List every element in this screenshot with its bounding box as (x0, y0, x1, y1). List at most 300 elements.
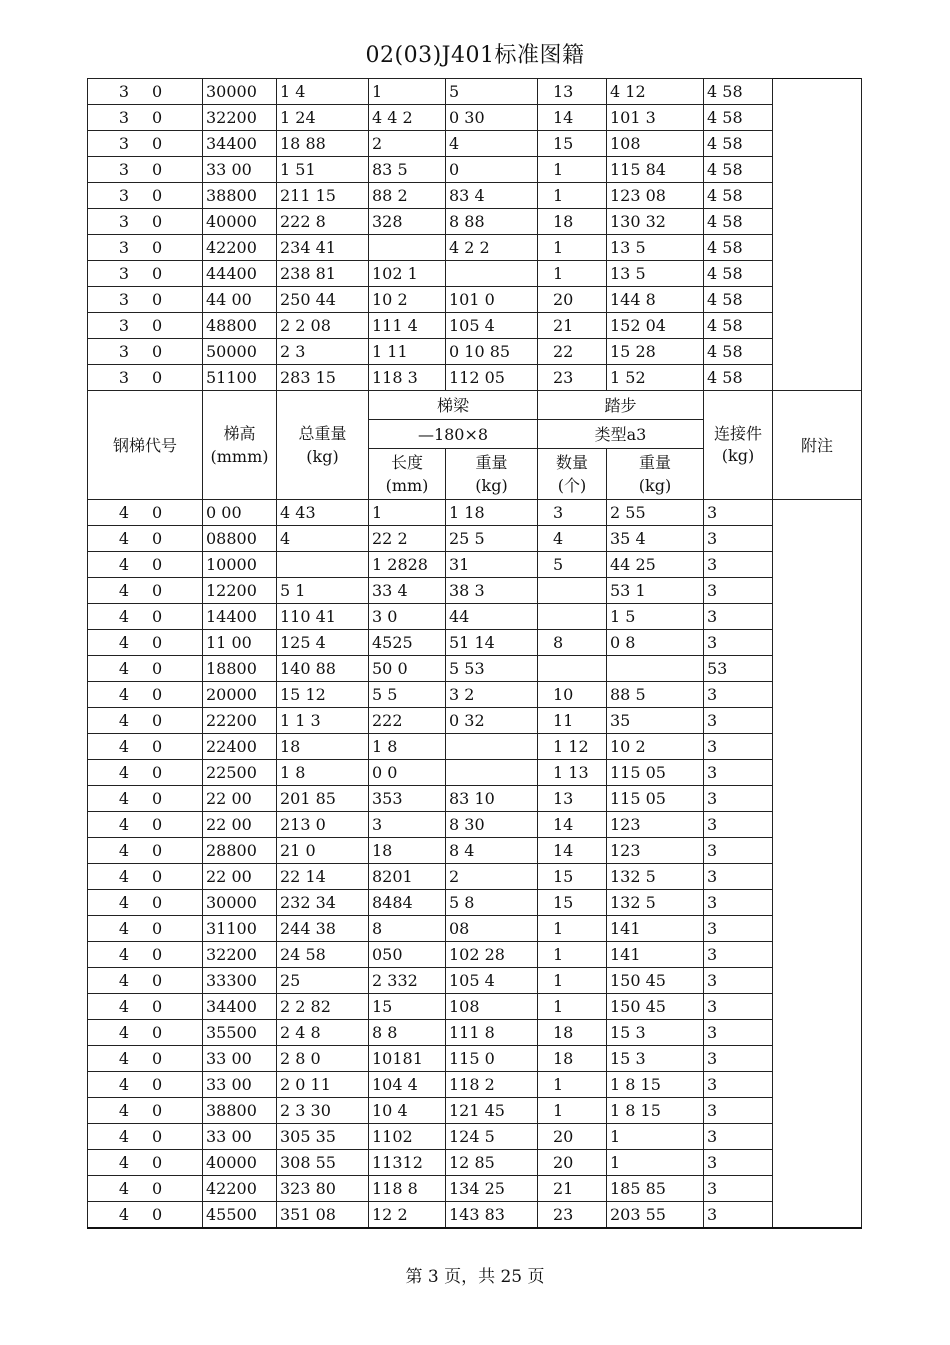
cell-step-count: 3 (538, 500, 607, 526)
cell-height: 38800 (203, 183, 277, 209)
header-step-type: 类型a3 (538, 420, 704, 449)
cell-note (773, 287, 862, 313)
cell-height: 33 00 (203, 157, 277, 183)
cell-height: 34400 (203, 994, 277, 1020)
cell-beam-length: 50 0 (369, 656, 446, 682)
cell-connector: 53 (704, 656, 773, 682)
table-row (88, 760, 862, 786)
cell-connector: 3 (704, 1072, 773, 1098)
cell-height: 34400 (203, 131, 277, 157)
cell-step-count: 4 (538, 526, 607, 552)
header-note: 附注 (773, 391, 862, 500)
table-row (88, 890, 862, 916)
table-section-bottom (88, 500, 862, 1229)
cell-height: 30000 (203, 890, 277, 916)
table-row (88, 708, 862, 734)
cell-beam-weight: 4 (446, 131, 538, 157)
cell-connector: 3 (704, 994, 773, 1020)
cell-height: 33300 (203, 968, 277, 994)
cell-step-count: 21 (538, 313, 607, 339)
cell-connector: 4 58 (704, 79, 773, 105)
cell-note (773, 552, 862, 578)
header-beam-length: 长度 (mm) (369, 449, 446, 500)
cell-note (773, 339, 862, 365)
cell-note (773, 365, 862, 391)
table-row (88, 183, 862, 209)
cell-code: 4 0 (88, 552, 203, 578)
cell-step-count: 15 (538, 131, 607, 157)
cell-code: 4 0 (88, 1072, 203, 1098)
cell-note (773, 942, 862, 968)
cell-beam-weight: 101 0 (446, 287, 538, 313)
header-step-count: 数量 (个) (538, 449, 607, 500)
cell-beam-weight: 134 25 (446, 1176, 538, 1202)
cell-beam-weight: 25 5 (446, 526, 538, 552)
cell-beam-length: 8 8 (369, 1020, 446, 1046)
cell-total-weight: 1 1 3 (277, 708, 369, 734)
cell-total-weight: 222 8 (277, 209, 369, 235)
table-row (88, 578, 862, 604)
table-row (88, 365, 862, 391)
cell-height: 42200 (203, 1176, 277, 1202)
table-row (88, 552, 862, 578)
cell-code: 4 0 (88, 500, 203, 526)
cell-step-weight: 1 52 (607, 365, 704, 391)
cell-connector: 4 58 (704, 235, 773, 261)
cell-total-weight: 250 44 (277, 287, 369, 313)
cell-total-weight: 2 2 08 (277, 313, 369, 339)
cell-total-weight: 21 0 (277, 838, 369, 864)
table-row (88, 261, 862, 287)
cell-step-weight: 2 55 (607, 500, 704, 526)
cell-height: 18800 (203, 656, 277, 682)
table-row (88, 1202, 862, 1229)
cell-total-weight: 140 88 (277, 656, 369, 682)
cell-step-count: 1 (538, 942, 607, 968)
cell-note (773, 1176, 862, 1202)
header-beam-spec: —180×8 (369, 420, 538, 449)
cell-note (773, 313, 862, 339)
cell-beam-weight: 121 45 (446, 1098, 538, 1124)
document-title: 02(03)J401标准图籍 (365, 43, 585, 68)
cell-connector: 4 58 (704, 209, 773, 235)
cell-connector: 3 (704, 968, 773, 994)
cell-note (773, 209, 862, 235)
cell-total-weight: 4 43 (277, 500, 369, 526)
cell-step-count: 15 (538, 890, 607, 916)
cell-total-weight: 22 14 (277, 864, 369, 890)
cell-beam-length: 12 2 (369, 1202, 446, 1229)
cell-connector: 3 (704, 812, 773, 838)
cell-note (773, 786, 862, 812)
table-row (88, 994, 862, 1020)
cell-note (773, 838, 862, 864)
cell-note (773, 864, 862, 890)
cell-total-weight: 244 38 (277, 916, 369, 942)
cell-step-weight: 10 2 (607, 734, 704, 760)
cell-step-weight: 115 05 (607, 760, 704, 786)
cell-connector: 4 58 (704, 131, 773, 157)
cell-height: 14400 (203, 604, 277, 630)
cell-beam-length: 88 2 (369, 183, 446, 209)
cell-connector: 4 58 (704, 365, 773, 391)
cell-step-weight: 144 8 (607, 287, 704, 313)
cell-beam-length: 118 8 (369, 1176, 446, 1202)
cell-code: 4 0 (88, 968, 203, 994)
table-header (88, 391, 862, 500)
cell-total-weight: 2 3 (277, 339, 369, 365)
table-row (88, 157, 862, 183)
cell-height: 33 00 (203, 1046, 277, 1072)
cell-step-count: 1 (538, 235, 607, 261)
cell-beam-length: 10 4 (369, 1098, 446, 1124)
cell-total-weight: 110 41 (277, 604, 369, 630)
cell-total-weight: 234 41 (277, 235, 369, 261)
cell-step-weight: 1 8 15 (607, 1098, 704, 1124)
cell-total-weight: 1 24 (277, 105, 369, 131)
cell-beam-weight: 5 (446, 79, 538, 105)
cell-beam-weight: 51 14 (446, 630, 538, 656)
cell-note (773, 526, 862, 552)
cell-beam-weight: 108 (446, 994, 538, 1020)
cell-beam-length: 353 (369, 786, 446, 812)
cell-beam-length: 2 (369, 131, 446, 157)
cell-beam-weight: 124 5 (446, 1124, 538, 1150)
cell-note (773, 235, 862, 261)
cell-step-weight: 115 05 (607, 786, 704, 812)
cell-connector: 4 58 (704, 261, 773, 287)
cell-note (773, 261, 862, 287)
table-row (88, 1098, 862, 1124)
cell-note (773, 1046, 862, 1072)
cell-code: 4 0 (88, 1098, 203, 1124)
cell-step-count (538, 656, 607, 682)
cell-code: 4 0 (88, 656, 203, 682)
cell-height: 22 00 (203, 786, 277, 812)
cell-step-weight: 203 55 (607, 1202, 704, 1229)
cell-code: 4 0 (88, 838, 203, 864)
cell-beam-length: 4525 (369, 630, 446, 656)
cell-step-count: 8 (538, 630, 607, 656)
cell-total-weight: 2 0 11 (277, 1072, 369, 1098)
cell-height: 22500 (203, 760, 277, 786)
cell-beam-length: 22 2 (369, 526, 446, 552)
ladder-spec-table (87, 78, 862, 1229)
cell-step-count: 20 (538, 1150, 607, 1176)
cell-beam-weight: 143 83 (446, 1202, 538, 1229)
cell-step-count: 23 (538, 1202, 607, 1229)
cell-beam-weight: 105 4 (446, 968, 538, 994)
cell-connector: 3 (704, 1176, 773, 1202)
cell-code: 4 0 (88, 942, 203, 968)
cell-beam-weight: 8 4 (446, 838, 538, 864)
cell-beam-length: 118 3 (369, 365, 446, 391)
cell-height: 31100 (203, 916, 277, 942)
cell-total-weight: 5 1 (277, 578, 369, 604)
cell-connector: 3 (704, 1150, 773, 1176)
header-connector: 连接件 (kg) (704, 391, 773, 500)
cell-code: 4 0 (88, 890, 203, 916)
cell-total-weight: 18 (277, 734, 369, 760)
cell-height: 32200 (203, 942, 277, 968)
cell-code: 4 0 (88, 578, 203, 604)
cell-step-count: 1 (538, 1098, 607, 1124)
cell-beam-weight: 111 8 (446, 1020, 538, 1046)
cell-step-weight: 15 3 (607, 1046, 704, 1072)
cell-beam-length: 1 (369, 79, 446, 105)
cell-beam-weight: 115 0 (446, 1046, 538, 1072)
cell-code: 4 0 (88, 734, 203, 760)
cell-total-weight: 15 12 (277, 682, 369, 708)
cell-step-weight: 150 45 (607, 968, 704, 994)
cell-step-weight: 115 84 (607, 157, 704, 183)
cell-connector: 3 (704, 1046, 773, 1072)
cell-note (773, 1072, 862, 1098)
cell-connector: 4 58 (704, 339, 773, 365)
cell-height: 50000 (203, 339, 277, 365)
cell-note (773, 157, 862, 183)
cell-total-weight: 323 80 (277, 1176, 369, 1202)
header-height: 梯高 (mmm) (203, 391, 277, 500)
cell-beam-weight: 8 30 (446, 812, 538, 838)
cell-total-weight: 2 4 8 (277, 1020, 369, 1046)
cell-code: 3 0 (88, 261, 203, 287)
cell-connector: 3 (704, 838, 773, 864)
cell-step-weight: 152 04 (607, 313, 704, 339)
cell-beam-weight: 5 8 (446, 890, 538, 916)
cell-beam-weight: 3 2 (446, 682, 538, 708)
cell-note (773, 916, 862, 942)
cell-beam-weight (446, 760, 538, 786)
cell-beam-length: 4 4 2 (369, 105, 446, 131)
table-row (88, 630, 862, 656)
table-row (88, 734, 862, 760)
cell-code: 3 0 (88, 157, 203, 183)
cell-step-count: 1 (538, 1072, 607, 1098)
cell-beam-length: 10 2 (369, 287, 446, 313)
cell-connector: 3 (704, 734, 773, 760)
cell-connector: 3 (704, 1098, 773, 1124)
cell-code: 3 0 (88, 313, 203, 339)
cell-beam-length: 18 (369, 838, 446, 864)
cell-beam-weight: 38 3 (446, 578, 538, 604)
cell-step-count: 1 (538, 994, 607, 1020)
cell-step-count: 14 (538, 838, 607, 864)
cell-step-count: 10 (538, 682, 607, 708)
cell-total-weight (277, 552, 369, 578)
cell-beam-length: 1 11 (369, 339, 446, 365)
cell-beam-weight: 105 4 (446, 313, 538, 339)
cell-beam-weight: 112 05 (446, 365, 538, 391)
table-row (88, 105, 862, 131)
cell-step-weight: 1 (607, 1150, 704, 1176)
cell-beam-weight: 08 (446, 916, 538, 942)
cell-step-count: 18 (538, 1020, 607, 1046)
table-row (88, 1124, 862, 1150)
table-row (88, 339, 862, 365)
cell-step-count: 18 (538, 1046, 607, 1072)
table-row (88, 79, 862, 105)
cell-beam-length: 0 0 (369, 760, 446, 786)
cell-step-count: 1 (538, 916, 607, 942)
cell-connector: 3 (704, 630, 773, 656)
cell-note (773, 1202, 862, 1229)
cell-height: 12200 (203, 578, 277, 604)
cell-beam-length: 8 (369, 916, 446, 942)
cell-code: 3 0 (88, 287, 203, 313)
cell-step-weight: 132 5 (607, 890, 704, 916)
cell-height: 32200 (203, 105, 277, 131)
cell-step-weight: 123 (607, 812, 704, 838)
cell-height: 48800 (203, 313, 277, 339)
table-row (88, 682, 862, 708)
cell-height: 33 00 (203, 1072, 277, 1098)
cell-step-weight: 141 (607, 916, 704, 942)
cell-step-weight: 141 (607, 942, 704, 968)
cell-note (773, 578, 862, 604)
cell-step-count: 22 (538, 339, 607, 365)
table-row (88, 812, 862, 838)
cell-height: 0 00 (203, 500, 277, 526)
cell-step-count: 13 (538, 786, 607, 812)
cell-beam-weight: 8 88 (446, 209, 538, 235)
cell-step-count: 14 (538, 812, 607, 838)
table-row (88, 838, 862, 864)
table-row (88, 209, 862, 235)
cell-connector: 4 58 (704, 313, 773, 339)
cell-step-weight: 1 (607, 1124, 704, 1150)
cell-height: 22 00 (203, 864, 277, 890)
cell-height: 08800 (203, 526, 277, 552)
cell-note (773, 79, 862, 105)
cell-connector: 4 58 (704, 105, 773, 131)
cell-connector: 3 (704, 916, 773, 942)
cell-code: 3 0 (88, 365, 203, 391)
cell-height: 11 00 (203, 630, 277, 656)
cell-beam-length: 222 (369, 708, 446, 734)
cell-code: 4 0 (88, 1020, 203, 1046)
cell-code: 4 0 (88, 526, 203, 552)
cell-code: 3 0 (88, 183, 203, 209)
cell-total-weight: 238 81 (277, 261, 369, 287)
cell-connector: 3 (704, 682, 773, 708)
cell-beam-weight: 44 (446, 604, 538, 630)
cell-beam-length: 1 2828 (369, 552, 446, 578)
cell-connector: 3 (704, 708, 773, 734)
cell-code: 4 0 (88, 760, 203, 786)
header-step: 踏步 (538, 391, 704, 420)
cell-beam-length: 3 (369, 812, 446, 838)
cell-total-weight: 305 35 (277, 1124, 369, 1150)
cell-beam-weight: 4 2 2 (446, 235, 538, 261)
cell-total-weight: 125 4 (277, 630, 369, 656)
cell-code: 4 0 (88, 1176, 203, 1202)
cell-step-count: 20 (538, 287, 607, 313)
table-row (88, 235, 862, 261)
cell-beam-length: 11312 (369, 1150, 446, 1176)
cell-note (773, 812, 862, 838)
cell-beam-length: 1 8 (369, 734, 446, 760)
cell-code: 4 0 (88, 1202, 203, 1229)
cell-step-count: 18 (538, 209, 607, 235)
cell-beam-length: 5 5 (369, 682, 446, 708)
cell-step-count (538, 604, 607, 630)
cell-connector: 3 (704, 1202, 773, 1229)
cell-connector: 4 58 (704, 287, 773, 313)
cell-height: 51100 (203, 365, 277, 391)
cell-step-weight: 53 1 (607, 578, 704, 604)
cell-step-weight: 13 5 (607, 235, 704, 261)
cell-connector: 3 (704, 760, 773, 786)
cell-code: 4 0 (88, 682, 203, 708)
cell-beam-weight: 102 28 (446, 942, 538, 968)
cell-code: 3 0 (88, 339, 203, 365)
cell-beam-length: 83 5 (369, 157, 446, 183)
cell-beam-weight: 83 10 (446, 786, 538, 812)
cell-code: 4 0 (88, 1150, 203, 1176)
cell-code: 4 0 (88, 604, 203, 630)
cell-beam-weight: 0 32 (446, 708, 538, 734)
header-code: 钢梯代号 (88, 391, 203, 500)
cell-beam-weight (446, 734, 538, 760)
table-row (88, 1046, 862, 1072)
cell-beam-weight: 118 2 (446, 1072, 538, 1098)
table-row (88, 942, 862, 968)
cell-total-weight: 2 8 0 (277, 1046, 369, 1072)
cell-connector: 3 (704, 864, 773, 890)
cell-note (773, 760, 862, 786)
cell-beam-weight (446, 261, 538, 287)
cell-step-weight: 150 45 (607, 994, 704, 1020)
cell-beam-length: 8201 (369, 864, 446, 890)
table-section-top (88, 79, 862, 391)
cell-note (773, 994, 862, 1020)
cell-code: 3 0 (88, 131, 203, 157)
cell-code: 4 0 (88, 1046, 203, 1072)
cell-connector: 3 (704, 500, 773, 526)
cell-height: 28800 (203, 838, 277, 864)
cell-note (773, 708, 862, 734)
cell-code: 3 0 (88, 79, 203, 105)
cell-note (773, 1020, 862, 1046)
cell-beam-length: 3 0 (369, 604, 446, 630)
cell-note (773, 1098, 862, 1124)
cell-step-weight: 13 5 (607, 261, 704, 287)
cell-step-count: 15 (538, 864, 607, 890)
cell-height: 10000 (203, 552, 277, 578)
cell-height: 45500 (203, 1202, 277, 1229)
cell-step-weight: 0 8 (607, 630, 704, 656)
cell-note (773, 131, 862, 157)
table-row (88, 313, 862, 339)
cell-beam-weight: 83 4 (446, 183, 538, 209)
cell-beam-weight: 12 85 (446, 1150, 538, 1176)
cell-beam-length: 104 4 (369, 1072, 446, 1098)
table-row (88, 1176, 862, 1202)
cell-code: 4 0 (88, 916, 203, 942)
cell-step-count: 5 (538, 552, 607, 578)
cell-step-weight: 35 (607, 708, 704, 734)
cell-step-count: 13 (538, 79, 607, 105)
page-footer: 第 3 页，共 25 页 (405, 1267, 545, 1287)
cell-beam-weight: 31 (446, 552, 538, 578)
cell-height: 30000 (203, 79, 277, 105)
cell-height: 22 00 (203, 812, 277, 838)
table-row (88, 864, 862, 890)
cell-total-weight: 232 34 (277, 890, 369, 916)
cell-total-weight: 351 08 (277, 1202, 369, 1229)
cell-step-weight: 88 5 (607, 682, 704, 708)
